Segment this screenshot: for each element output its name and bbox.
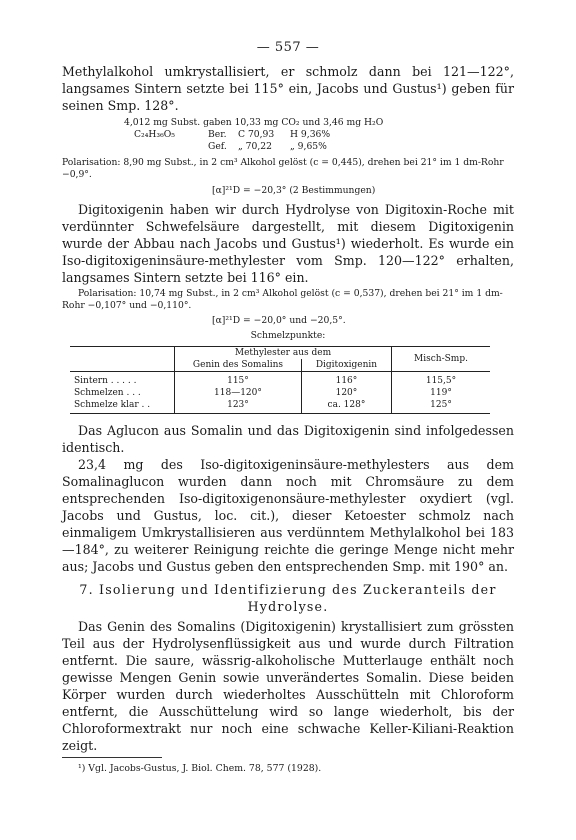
cell-misch: 119° [392,387,491,399]
ber-label: Ber. [208,129,227,140]
analysis-line-1 [124,117,514,129]
cell-digitoxigenin: ca. 128° [301,399,391,414]
row-label: Schmelze klar . . [70,399,175,414]
section-heading-line-1: 7. Isolierung und Identifizierung des Zuckeranteils der [79,582,497,597]
gef-label: Gef. [208,141,227,152]
gef-c: „ 70,22 [238,141,272,152]
cell-somalin: 123° [175,399,302,414]
polarisation-1: Polarisation: 8,90 mg Subst., in 2 cm³ Alkohol gelöst (c = 0,445), drehen bei 21° im 1 dm-Rohr −0,9°. [62,157,504,180]
page-number: — 557 — [256,40,320,55]
table-caption: Schmelzpunkte: [250,330,326,341]
row-label: Sintern . . . . . [74,376,137,386]
elemental-analysis [124,117,514,153]
header-digitoxigenin: Digitoxigenin [301,359,391,372]
table-header-row-1 [70,347,490,360]
row-label: Schmelzen . . . [74,388,141,398]
specific-rotation-1: [α]²¹D = −20,3° (2 Bestimmungen) [212,185,376,196]
table-row [70,399,490,414]
cell-somalin: 115° [175,372,302,388]
footnote: ¹) Vgl. Jacobs-Gustus, J. Biol. Chem. 78, 577 (1928). [78,763,322,774]
specific-rotation-2: [α]²¹D = −20,0° und −20,5°. [212,315,346,326]
ber-c: C 70,93 [238,129,275,140]
table-row [70,387,490,399]
molecular-formula: C₂₄H₃₆O₅ [134,129,175,140]
group-header: Methylester aus dem [175,347,392,360]
cell-digitoxigenin: 116° [301,372,391,388]
table-row [70,372,490,388]
paragraph-intro: Methylalkohol umkrystallisiert, er schmolz dann bei 121—122°, langsames Sintern setzte bei 115° ein, Jacobs und Gustus¹) geben für seinen Smp. 128°. [62,64,514,113]
paragraph-hydrolysis: Das Genin des Somalins (Digitoxigenin) krystallisiert zum grössten Teil aus der Hydrolysenflüssigkeit aus und wurde durch Filtration entfernt. Die saure, wässrig-alkoholische Mutterlauge enthält noch gewisse Mengen Genin sowie unverändertes Somalin. Diese beiden Körper wurden durch wiederholtes Ausschütteln mit Chloroform entfernt, die Ausschüttelung wird so lange wiederholt, bis der Chloroformextrakt nur noch eine schwache Keller-Kiliani-Reaktion zeigt. [62,619,514,753]
document-page [62,40,514,775]
section-heading [62,581,514,615]
section-heading-line-2: Hydrolyse. [247,599,329,614]
gef-h: „ 9,65% [290,141,327,152]
cell-misch: 115,5° [392,372,491,388]
header-misch: Misch-Smp. [392,347,491,372]
polarisation-2: Polarisation: 10,74 mg Subst., in 2 cm³ Alkohol gelöst (c = 0,537), drehen bei 21° im 1 dm-Rohr −0,107° und −0,110°. [62,288,503,311]
cell-digitoxigenin: 120° [301,387,391,399]
header-somalin: Genin des Somalins [175,359,302,372]
analysis-line-ber [124,129,514,141]
cell-misch: 125° [392,399,491,414]
paragraph-ketoester: 23,4 mg des Iso-digitoxigeninsäure-methylesters aus dem Somalinaglucon wurden dann noch mit Chromsäure zu dem entsprechenden Iso-digitoxigenonsäure-methylester oxydiert (vgl. Jacobs und Gustus, loc. cit.), dieser Ketoester schmolz nach einmaligem Umkrystallisieren aus verdünntem Methylalkohol bei 183—184°, zu weiterer Reinigung reichte die geringe Menge nicht mehr aus; Jacobs und Gustus geben den entsprechenden Smp. mit 190° an. [62,457,514,574]
cell-somalin: 118—120° [175,387,302,399]
analysis-line-gef [124,141,514,153]
paragraph-digitoxigenin: Digitoxigenin haben wir durch Hydrolyse von Digitoxin-Roche mit verdünnter Schwefelsäure dargestellt, mit diesem Digitoxigenin wurde der Abbau nach Jacobs und Gustus¹) wiederholt. Es wurde ein Iso-digitoxigeninsäure-methylester vom Smp. 120—122° erhalten, langsames Sintern setzte bei 116° ein. [62,202,514,285]
melting-point-table [70,346,490,414]
paragraph-aglucon: Das Aglucon aus Somalin und das Digitoxigenin sind infolgedessen identisch. [62,423,514,455]
footnote-rule [62,757,162,758]
analysis-sample: 4,012 mg Subst. gaben 10,33 mg CO₂ und 3,46 mg H₂O [124,117,384,128]
ber-h: H 9,36% [290,129,331,140]
